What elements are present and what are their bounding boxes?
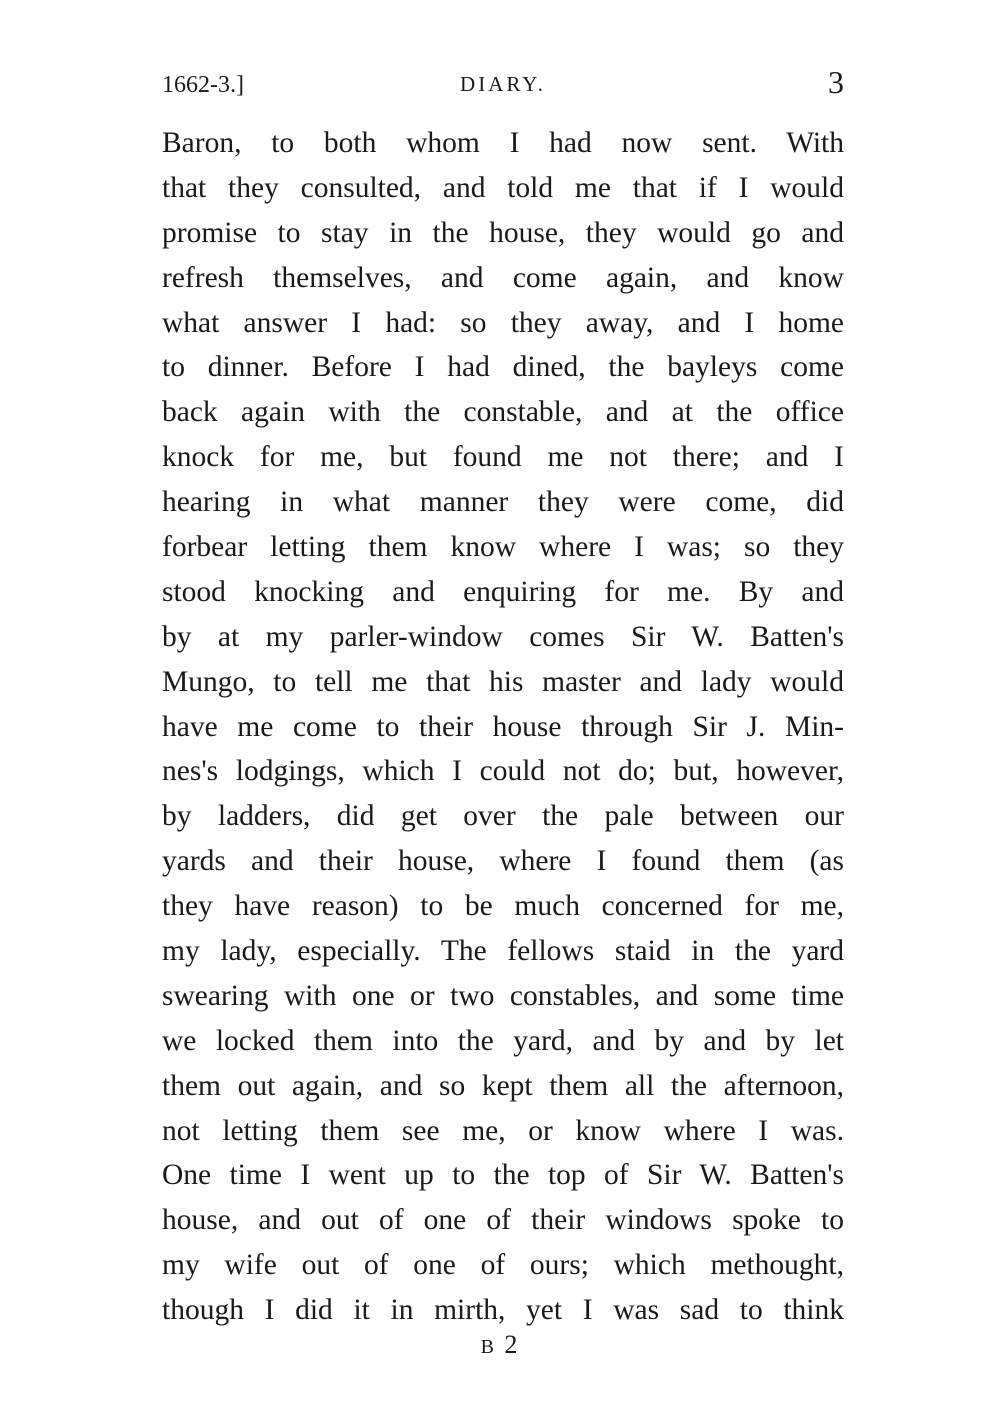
text-line: my wife out of one of ours; which methought,	[162, 1249, 844, 1282]
page-number: 3	[828, 64, 844, 100]
text-line: Baron, to both whom I had now sent. With	[162, 127, 844, 159]
text-line: refresh themselves, and come again, and know	[162, 261, 844, 294]
text-line: swearing with one or two constables, and some time	[162, 979, 844, 1012]
text-line: have me come to their house through Sir J. Min-	[162, 710, 844, 743]
signature-number: 2	[504, 1330, 520, 1359]
text-line: what answer I had: so they away, and I home	[162, 306, 844, 339]
running-head	[162, 64, 844, 104]
body-text	[162, 121, 844, 1333]
text-line: yards and their house, where I found them (as	[162, 845, 844, 878]
text-line: though I did it in mirth, yet I was sad to think	[162, 1294, 844, 1327]
running-head-date: 1662-3.]	[162, 72, 244, 98]
running-head-title: DIARY.	[460, 72, 546, 96]
text-line: back again with the constable, and at the office	[162, 396, 844, 429]
text-line: nes's lodgings, which I could not do; but, however,	[162, 755, 844, 788]
text-line: One time I went up to the top of Sir W. Batten's	[162, 1159, 844, 1192]
text-line: by at my parler-window comes Sir W. Batten's	[162, 620, 844, 653]
text-line: we locked them into the yard, and by and by let	[162, 1024, 844, 1057]
text-line: them out again, and so kept them all the afternoon,	[162, 1069, 844, 1102]
text-line: they have reason) to be much concerned for me,	[162, 890, 844, 923]
text-line: not letting them see me, or know where I was.	[162, 1114, 844, 1147]
text-line: knock for me, but found me not there; and I	[162, 441, 844, 474]
text-line: house, and out of one of their windows spoke to	[162, 1204, 844, 1237]
text-line: to dinner. Before I had dined, the bayleys come	[162, 351, 844, 384]
text-line: that they consulted, and told me that if I would	[162, 171, 844, 204]
text-line: Mungo, to tell me that his master and lady would	[162, 665, 844, 698]
text-line: by ladders, did get over the pale between our	[162, 800, 844, 833]
signature-letter: B	[480, 1336, 496, 1358]
text-line: promise to stay in the house, they would go and	[162, 216, 844, 249]
text-line: forbear letting them know where I was; so they	[162, 531, 844, 564]
signature-mark	[0, 1330, 1000, 1360]
text-line: my lady, especially. The fellows staid in the yard	[162, 935, 844, 968]
text-line: stood knocking and enquiring for me. By and	[162, 575, 844, 608]
text-line: hearing in what manner they were come, did	[162, 486, 844, 519]
